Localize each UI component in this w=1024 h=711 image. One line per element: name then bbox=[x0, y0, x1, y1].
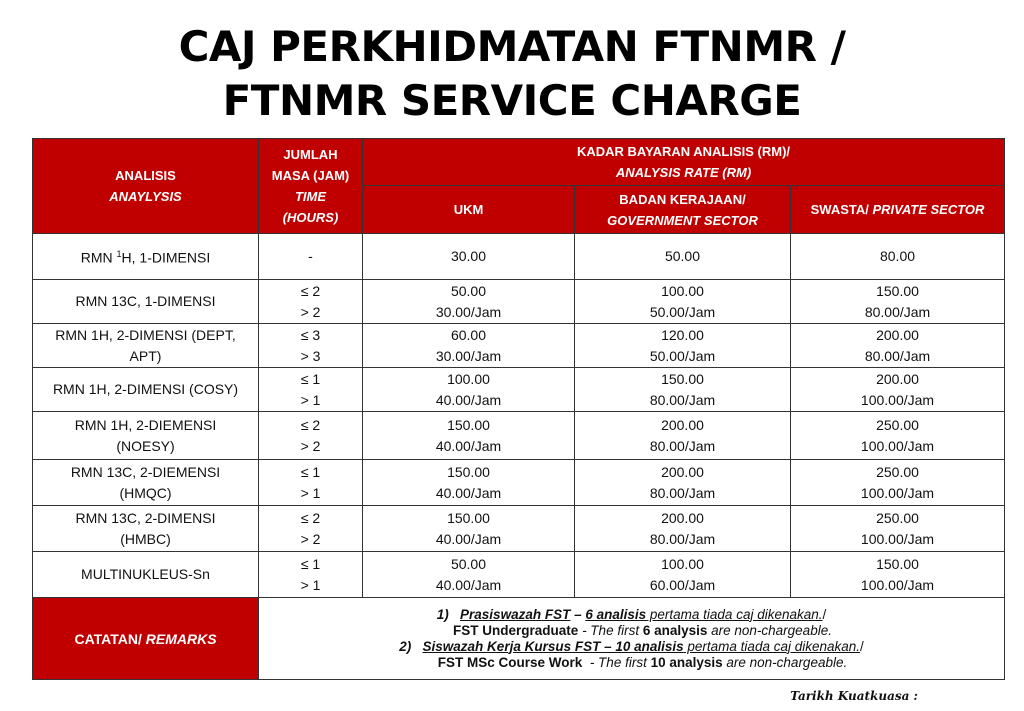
time-cell: ≤ 2 > 2 bbox=[259, 280, 363, 324]
table-row bbox=[33, 460, 1005, 506]
gov-cell: 200.00 80.00/Jam bbox=[575, 460, 791, 506]
ukm-cell: 30.00 bbox=[363, 234, 575, 280]
gov-header-en: GOVERNMENT SECTOR bbox=[607, 212, 758, 228]
gov-cell: 200.00 80.00/Jam bbox=[575, 412, 791, 460]
gov-cell: 100.00 50.00/Jam bbox=[575, 280, 791, 324]
time-header-ms-2: MASA (JAM) bbox=[271, 168, 350, 183]
note-1-ms: 1) Prasiswazah FST – 6 analisis pertama tiada caj dikenakan./ bbox=[436, 606, 827, 622]
remarks-body bbox=[259, 598, 1005, 680]
priv-cell: 80.00 bbox=[791, 234, 1005, 280]
analysis-cell: RMN 1H, 2-DIEMENSI (NOESY) bbox=[33, 412, 259, 460]
analysis-cell: RMN 13C, 2-DIEMENSI (HMQC) bbox=[33, 460, 259, 506]
ukm-cell: 150.00 40.00/Jam bbox=[363, 412, 575, 460]
table-row bbox=[33, 234, 1005, 280]
ukm-cell: 50.00 40.00/Jam bbox=[363, 552, 575, 598]
time-cell: ≤ 2 > 2 bbox=[259, 506, 363, 552]
analysis-cell: RMN 1H, 2-DIMENSI (COSY) bbox=[33, 368, 259, 412]
priv-header-ms: SWASTA/ bbox=[810, 202, 873, 217]
page-title-line-1: CAJ PERKHIDMATAN FTNMR / bbox=[178, 22, 846, 71]
analysis-cell: RMN 13C, 1-DIMENSI bbox=[33, 280, 259, 324]
priv-header-en: PRIVATE SECTOR bbox=[872, 202, 985, 217]
gov-header bbox=[575, 186, 791, 234]
gov-cell: 120.00 50.00/Jam bbox=[575, 324, 791, 368]
time-cell: ≤ 2 > 2 bbox=[259, 412, 363, 460]
priv-cell: 150.00 100.00/Jam bbox=[791, 552, 1005, 598]
analysis-header-en: ANAYLYSIS bbox=[109, 189, 182, 204]
table-row bbox=[33, 324, 1005, 368]
note-2-en: FST MSc Course Work - The first 10 analysis are non-chargeable. bbox=[437, 654, 848, 670]
priv-cell: 250.00 100.00/Jam bbox=[791, 506, 1005, 552]
ukm-cell: 50.00 30.00/Jam bbox=[363, 280, 575, 324]
time-cell: ≤ 1 > 1 bbox=[259, 552, 363, 598]
note-1-en: FST Undergraduate - The first 6 analysis are non-chargeable. bbox=[453, 622, 832, 638]
time-cell: ≤ 3 > 3 bbox=[259, 324, 363, 368]
analysis-cell: RMN 1H, 2-DIMENSI (DEPT, APT) bbox=[33, 324, 259, 368]
table-row bbox=[33, 506, 1005, 552]
time-header-en-1: TIME bbox=[294, 189, 327, 204]
priv-cell: 250.00 100.00/Jam bbox=[791, 460, 1005, 506]
ukm-cell: 150.00 40.00/Jam bbox=[363, 506, 575, 552]
priv-cell: 200.00 80.00/Jam bbox=[791, 324, 1005, 368]
gov-cell: 200.00 80.00/Jam bbox=[575, 506, 791, 552]
analysis-header-ms: ANALISIS bbox=[115, 168, 176, 183]
rate-header bbox=[363, 139, 1005, 186]
gov-cell: 100.00 60.00/Jam bbox=[575, 552, 791, 598]
time-cell: ≤ 1 > 1 bbox=[259, 368, 363, 412]
analysis-cell: RMN $^1$H, 1-DIMENSI bbox=[33, 234, 259, 280]
time-header-ms-1: JUMLAH bbox=[283, 147, 338, 162]
ukm-cell: 100.00 40.00/Jam bbox=[363, 368, 575, 412]
ukm-cell: 150.00 40.00/Jam bbox=[363, 460, 575, 506]
time-header-en-2: (HOURS) bbox=[282, 210, 339, 225]
analysis-cell: MULTINUKLEUS-Sn bbox=[33, 552, 259, 598]
gov-cell: 150.00 80.00/Jam bbox=[575, 368, 791, 412]
gov-header-ms: BADAN KERAJAAN/ bbox=[619, 191, 746, 207]
remarks-row bbox=[33, 598, 1005, 680]
table-row bbox=[33, 412, 1005, 460]
time-cell: ≤ 1 > 1 bbox=[259, 460, 363, 506]
header-row-1 bbox=[33, 139, 1005, 186]
effective-date-label: Tarikh Kuatkuasa : bbox=[790, 689, 918, 703]
gov-cell: 50.00 bbox=[575, 234, 791, 280]
note-2-ms: 2) Siswazah Kerja Kursus FST – 10 analisis pertama tiada caj dikenakan./ bbox=[399, 638, 864, 654]
table-row bbox=[33, 368, 1005, 412]
priv-cell: 250.00 100.00/Jam bbox=[791, 412, 1005, 460]
time-cell: - bbox=[259, 234, 363, 280]
ukm-cell: 60.00 30.00/Jam bbox=[363, 324, 575, 368]
priv-cell: 200.00 100.00/Jam bbox=[791, 368, 1005, 412]
time-header bbox=[259, 139, 363, 234]
table-row bbox=[33, 280, 1005, 324]
ukm-header: UKM bbox=[363, 186, 575, 234]
analysis-header bbox=[33, 139, 259, 234]
priv-cell: 150.00 80.00/Jam bbox=[791, 280, 1005, 324]
page-title-line-2: FTNMR SERVICE CHARGE bbox=[222, 76, 802, 125]
analysis-cell: RMN 13C, 2-DIMENSI (HMBC) bbox=[33, 506, 259, 552]
remarks-label: CATATAN/ REMARKS bbox=[33, 598, 259, 680]
table-row bbox=[33, 552, 1005, 598]
rate-header-ms: KADAR BAYARAN ANALISIS (RM)/ bbox=[576, 144, 791, 159]
priv-header bbox=[791, 186, 1005, 234]
service-charge-table bbox=[32, 138, 1005, 680]
rate-header-en: ANALYSIS RATE (RM) bbox=[615, 165, 752, 180]
